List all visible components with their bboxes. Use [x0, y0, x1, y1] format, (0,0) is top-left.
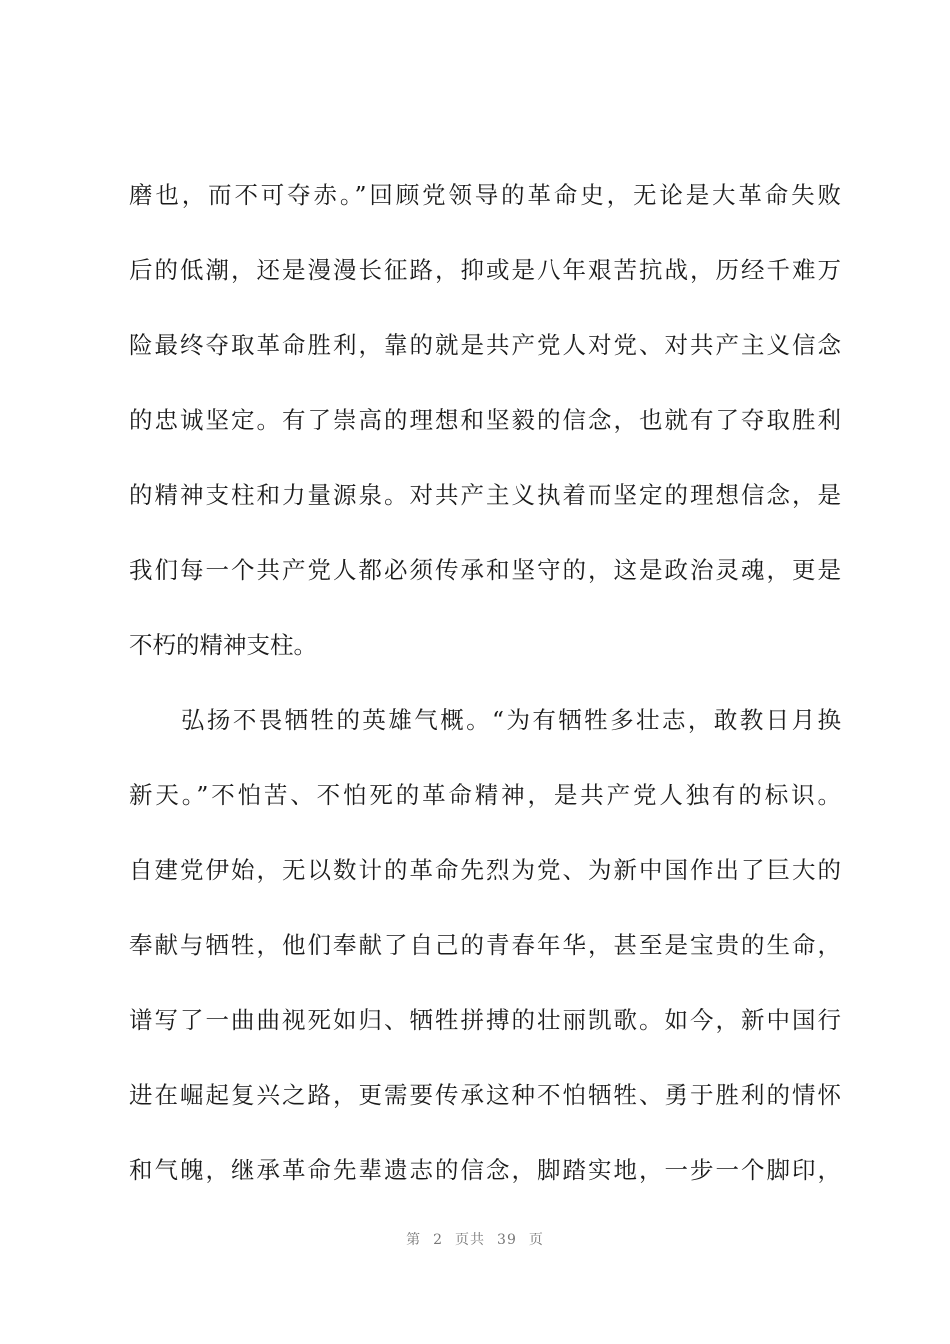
text-line: 我们每一个共产党人都必须传承和坚守的，这是政治灵魂，更是: [129, 556, 841, 584]
text-line: 奉献与牺牲，他们奉献了自己的青春年华，甚至是宝贵的生命，: [129, 931, 841, 959]
footer-page-number: 2: [433, 1232, 444, 1248]
page-footer: [0, 1228, 950, 1252]
footer-prefix: 第: [406, 1232, 422, 1248]
footer-total-pages: 39: [497, 1232, 517, 1248]
text-line: 险最终夺取革命胜利，靠的就是共产党人对党、对共产主义信念: [129, 331, 841, 359]
text-line: 和气魄，继承革命先辈遗志的信念，脚踏实地，一步一个脚印，: [129, 1156, 841, 1184]
text-line: 磨也，而不可夺赤。”回顾党领导的革命史，无论是大革命失败: [129, 181, 841, 209]
text-line: 的精神支柱和力量源泉。对共产主义执着而坚定的理想信念，是: [129, 481, 841, 509]
footer-middle: 页共: [455, 1232, 486, 1248]
text-line: 新天。”不怕苦、不怕死的革命精神，是共产党人独有的标识。: [129, 781, 841, 809]
text-line: 谱写了一曲曲视死如归、牺牲拼搏的壮丽凯歌。如今，新中国行: [129, 1006, 841, 1034]
text-line: 的忠诚坚定。有了崇高的理想和坚毅的信念，也就有了夺取胜利: [129, 406, 841, 434]
text-line: 后的低潮，还是漫漫长征路，抑或是八年艰苦抗战，历经千难万: [129, 256, 841, 284]
text-line: 自建党伊始，无以数计的革命先烈为党、为新中国作出了巨大的: [129, 856, 841, 884]
text-line-paragraph-start: 弘扬不畏牺牲的英雄气概。“为有牺牲多壮志，敢教日月换: [181, 706, 841, 734]
text-line: 进在崛起复兴之路，更需要传承这种不怕牺牲、勇于胜利的情怀: [129, 1081, 841, 1109]
text-line-paragraph-end: 不朽的精神支柱。: [129, 631, 317, 659]
footer-suffix: 页: [528, 1232, 544, 1248]
